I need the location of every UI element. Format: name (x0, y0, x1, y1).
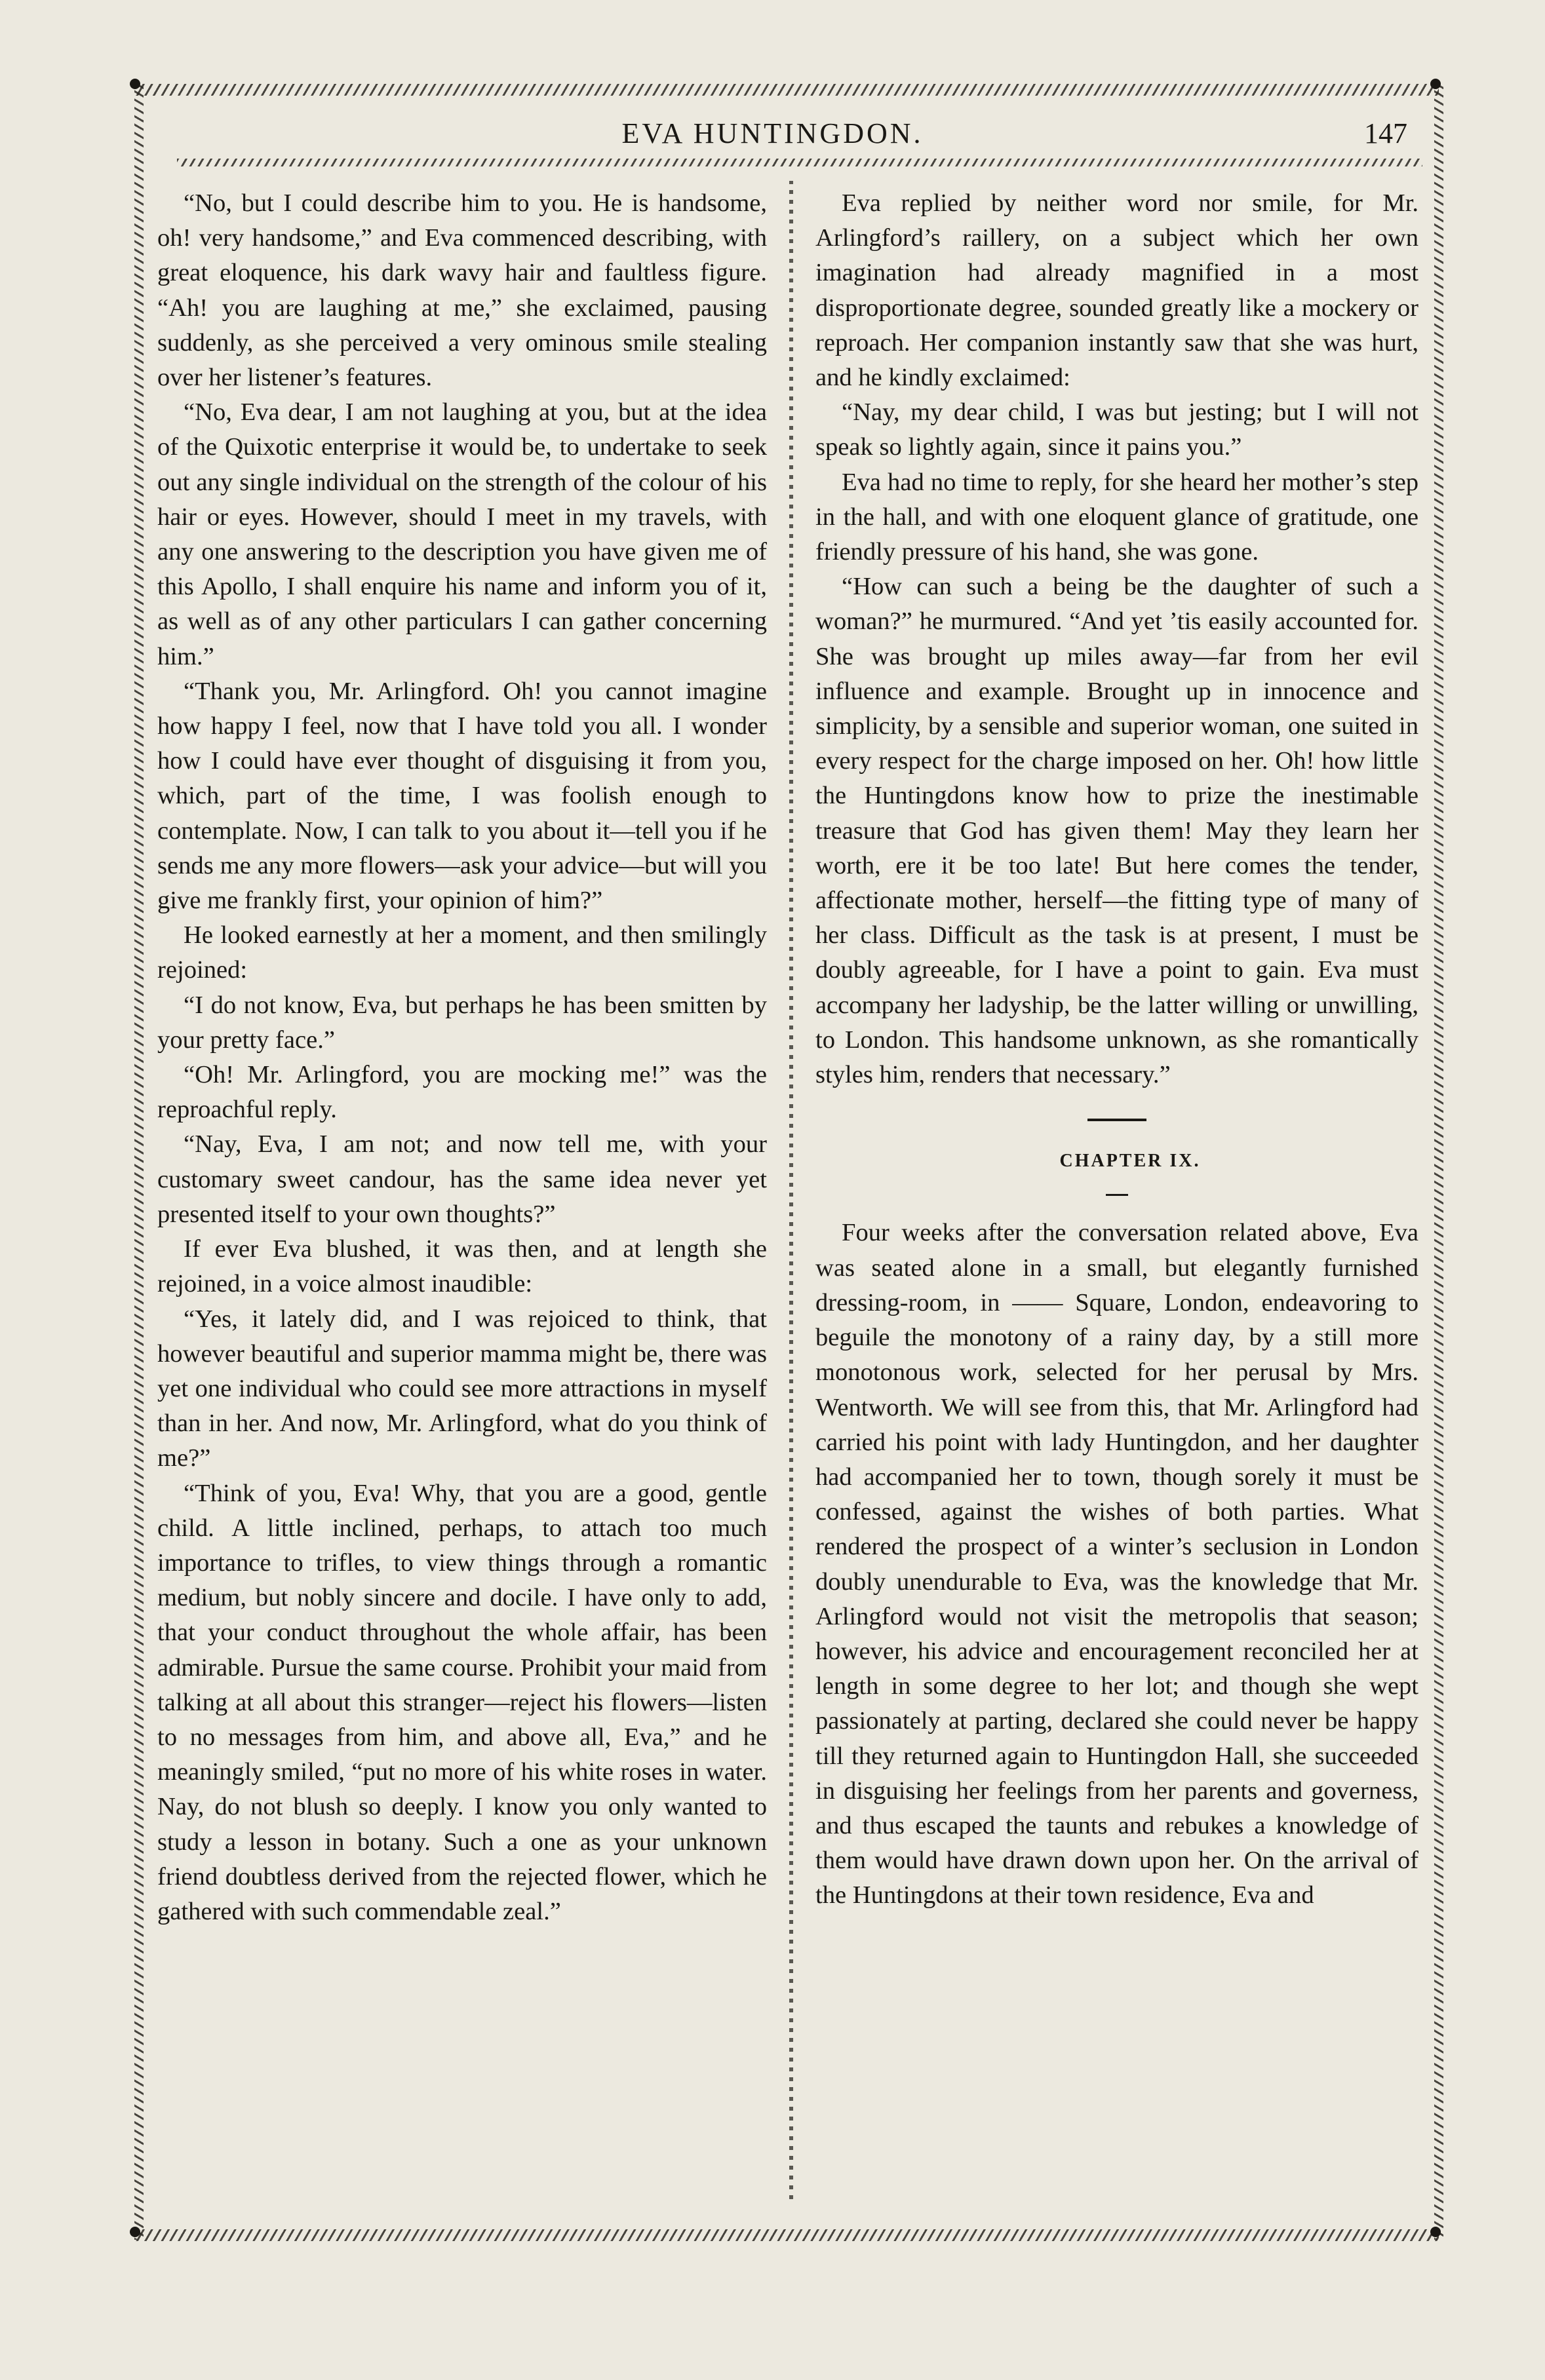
page-number: 147 (1364, 117, 1407, 149)
top-ornamental-border (134, 84, 1439, 96)
header-ornamental-rule (177, 159, 1422, 166)
corner-ornament-top-right (1430, 79, 1441, 89)
paragraph: “Yes, it lately did, and I was rejoiced to think, that however beautiful and superior mamma might be, there was yet one individual who could see more attractions in myself than in her. And now, Mr. Arlingford, what do you think of me?” (157, 1305, 767, 1472)
paragraph: Eva replied by neither word nor smile, for Mr. Arlingford’s raillery, on a subject which her own imagination had already magnified in a most disproportionate degree, sounded greatly like a mockery or reproach. Her companion instantly saw that she was hurt, and he kindly exclaimed: (815, 189, 1418, 392)
corner-ornament-top-left (130, 79, 140, 89)
paragraph: “Nay, my dear child, I was but jesting; but I will not speak so lightly again, since it pains you.” (815, 398, 1418, 461)
column-divider (789, 181, 793, 2199)
left-text-column (157, 186, 767, 1929)
paragraph: “Nay, Eva, I am not; and now tell me, with your customary sweet candour, has the same idea never yet presented itself to your own thoughts?” (157, 1130, 767, 1228)
running-header-title: EVA HUNTINGDON. (621, 117, 924, 149)
chapter-rule (1106, 1194, 1128, 1196)
paragraph: Four weeks after the conversation related above, Eva was seated alone in a small, but elegantly furnished dressing-room, in —— Square, London, endeavoring to beguile the monotony of a rainy day, by a still more monotonous work, selected for her perusal by Mrs. Wentworth. We will see from this, that Mr. Arlingford had carried his point with lady Huntingdon, and her daughter had accompanied her to town, though sorely it must be confessed, against the wishes of both parties. What rendered the prospect of a winter’s seclusion in London doubly unendurable to Eva, was the knowledge that Mr. Arlingford would not visit the metropolis that season; however, his advice and encouragement reconciled her at length in some degree to her lot; and though she wept passionately at parting, declared she could never be happy till they returned again to Huntingdon Hall, she succeeded in disguising her feelings from her parents and governess, and thus escaped the taunts and rebukes a knowledge of them would have drawn down upon her. On the arrival of the Huntingdons at their town residence, Eva and (815, 1219, 1418, 1910)
paragraph: “Thank you, Mr. Arlingford. Oh! you cannot imagine how happy I feel, now that I have told you all. I wonder how I could have ever thought of disguising it from you, which, part of the time, I was foolish enough to contemplate. Now, I can talk to you about it—tell you if he sends me any more flowers—ask your advice—but will you give me frankly first, your opinion of him?” (157, 677, 767, 915)
paragraph: “Oh! Mr. Arlingford, you are mocking me!” was the reproachful reply. (157, 1061, 767, 1124)
paragraph: “No, but I could describe him to you. He is handsome, oh! very handsome,” and Eva commenced describing, with great eloquence, his dark wavy hair and faultless figure. “Ah! you are laughing at me,” she exclaimed, pausing suddenly, as she perceived a very ominous smile stealing over her listener’s features. (157, 189, 767, 392)
chapter-heading: CHAPTER IX. (1059, 1151, 1201, 1172)
right-ornamental-border (1434, 84, 1443, 2240)
corner-ornament-bottom-right (1430, 2227, 1441, 2237)
paragraph: “I do not know, Eva, but perhaps he has been smitten by your pretty face.” (157, 991, 767, 1054)
paragraph: Eva had no time to reply, for she heard her mother’s step in the hall, and with one eloquent glance of gratitude, one friendly pressure of his hand, she was gone. (815, 468, 1418, 566)
paragraph: “How can such a being be the daughter of such a woman?” he murmured. “And yet ’tis easily accounted for. She was brought up miles away—far from her evil influence and example. Brought up in innocence and simplicity, by a sensible and superior woman, one suited in every respect for the charge imposed on her. Oh! how little the Huntingdons know how to prize the inestimable treasure that God has given them! May they learn her worth, ere it be too late! But here comes the tender, affectionate mother, herself—the fitting type of many of her class. Difficult as the task is at present, I must be doubly agreeable, for I have a point to gain. Eva must accompany her ladyship, be the latter willing or unwilling, to London. This handsome unknown, as she romantically styles him, renders that necessary.” (815, 573, 1418, 1089)
paragraph: “Think of you, Eva! Why, that you are a good, gentle child. A little inclined, perhaps, to attach too much importance to trifles, to view things through a romantic medium, but nobly sincere and docile. I have only to add, that your conduct throughout the whole affair, has been admirable. Pursue the same course. Prohibit your maid from talking at all about this stranger—reject his flowers—listen to no messages from him, and above all, Eva,” and he meaningly smiled, “put no more of his white roses in water. Nay, do not blush so deeply. I know you only wanted to study a lesson in botany. Such a one as your unknown friend doubtless derived from the rejected flower, which he gathered with such commendable zeal.” (157, 1479, 767, 1925)
corner-ornament-bottom-left (130, 2227, 140, 2237)
section-rule (1087, 1119, 1146, 1121)
paragraph: “No, Eva dear, I am not laughing at you, but at the idea of the Quixotic enterprise it would be, to undertake to seek out any single individual on the strength of the colour of his hair or eyes. However, should I meet in my travels, with any one answering to the description you have given me of this Apollo, I shall enquire his name and inform you of it, as well as of any other particulars I can gather concerning him.” (157, 398, 767, 670)
left-ornamental-border (134, 84, 144, 2240)
right-text-column (815, 186, 1418, 1913)
bottom-ornamental-border (134, 2229, 1439, 2241)
paragraph: He looked earnestly at her a moment, and then smilingly rejoined: (157, 921, 767, 984)
paragraph: If ever Eva blushed, it was then, and at length she rejoined, in a voice almost inaudible: (157, 1235, 767, 1298)
